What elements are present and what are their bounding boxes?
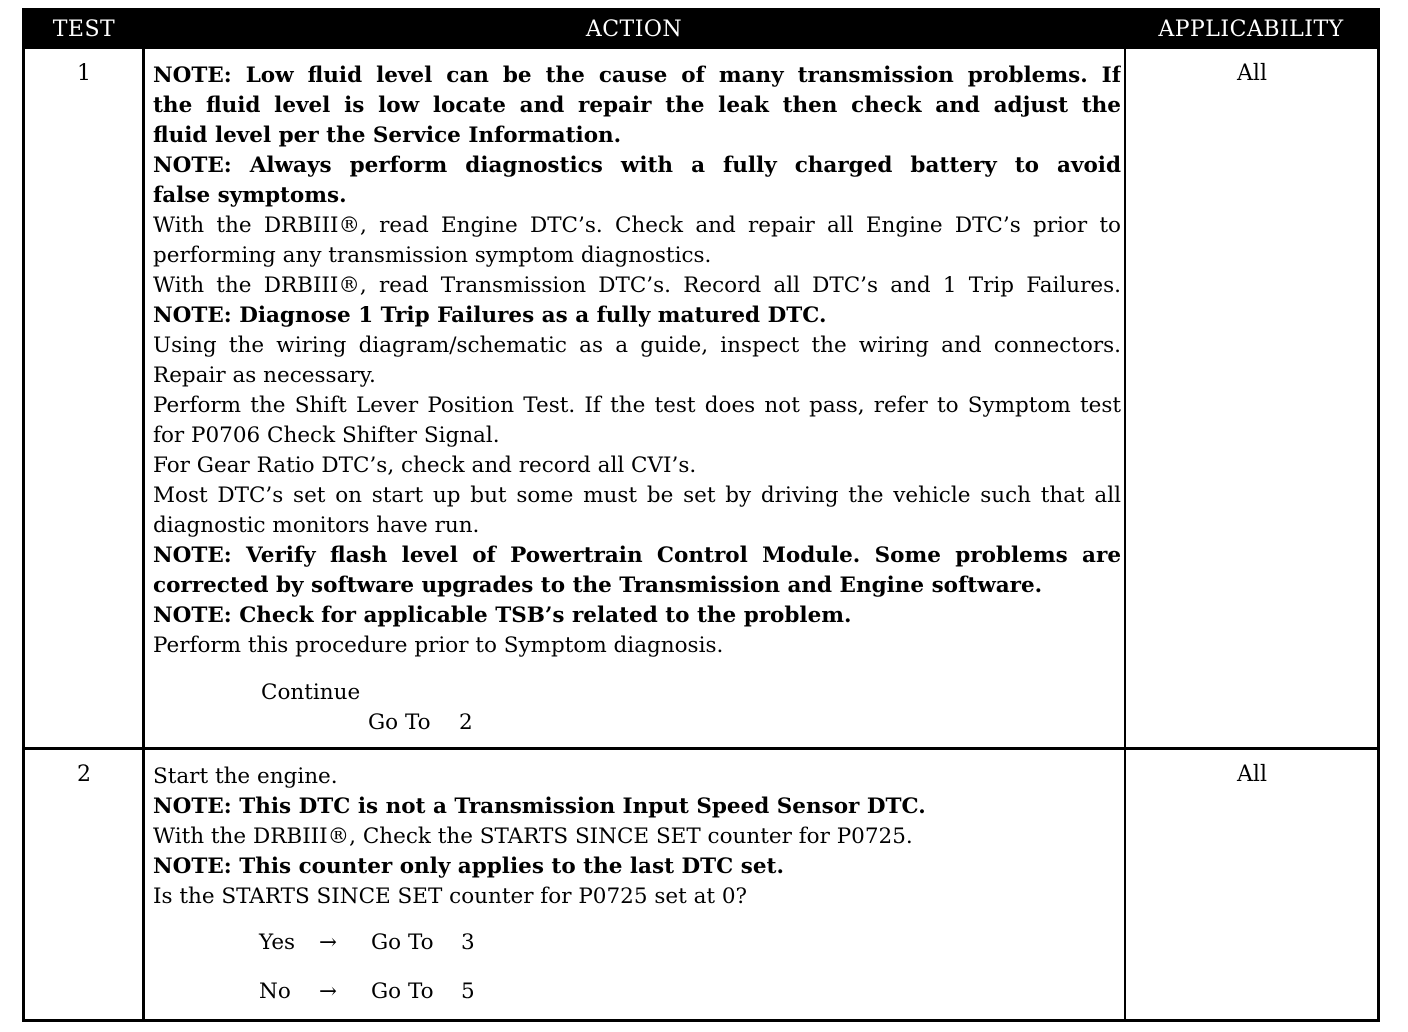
action-line: With the DRBIII®, read Engine DTC’s. Check and repair all Engine DTC’s prior to: [153, 213, 1121, 238]
action-line: Start the engine.: [153, 764, 338, 789]
choice-yes-goto-value: 3: [461, 930, 475, 955]
action-line: for P0706 Check Shifter Signal.: [153, 423, 500, 448]
action-line: diagnostic monitors have run.: [153, 513, 480, 538]
goto-label-1: Go To: [368, 710, 431, 735]
column-divider-applicability: [1124, 49, 1126, 1019]
action-line: false symptoms.: [153, 183, 347, 208]
header-action: ACTION: [585, 17, 683, 42]
action-line: For Gear Ratio DTC’s, check and record all CVI’s.: [153, 453, 697, 478]
action-line: performing any transmission symptom diagnostics.: [153, 243, 712, 268]
table-header: [25, 11, 1377, 49]
action-text-1: [153, 61, 1121, 661]
applicability-1: All: [1237, 61, 1267, 86]
action-line: NOTE: This DTC is not a Transmission Input Speed Sensor DTC.: [153, 794, 926, 819]
diagnostic-table: [22, 8, 1380, 1022]
action-line: Using the wiring diagram/schematic as a guide, inspect the wiring and connectors.: [153, 333, 1121, 358]
action-line: NOTE: Diagnose 1 Trip Failures as a fully matured DTC.: [153, 303, 827, 328]
action-line: NOTE: Always perform diagnostics with a fully charged battery to avoid: [153, 153, 1121, 178]
action-line: fluid level per the Service Information.: [153, 123, 622, 148]
action-line: With the DRBIII®, read Transmission DTC’s. Record all DTC’s and 1 Trip Failures.: [153, 273, 1121, 298]
action-line: Perform the Shift Lever Position Test. If the test does not pass, refer to Symptom test: [153, 393, 1121, 418]
action-line: NOTE: Low fluid level can be the cause of many transmission problems. If: [153, 63, 1121, 88]
test-number-2: 2: [77, 762, 91, 787]
choice-yes-goto-label: Go To: [371, 930, 434, 955]
choice-no-goto-value: 5: [461, 979, 475, 1004]
action-line: corrected by software upgrades to the Transmission and Engine software.: [153, 573, 1043, 598]
continue-label: Continue: [261, 680, 361, 705]
action-line: Repair as necessary.: [153, 363, 376, 388]
column-divider-test: [142, 49, 145, 1019]
choice-yes-arrow: →: [319, 930, 338, 955]
header-applicability: APPLICABILITY: [1158, 17, 1344, 42]
choice-no-answer: No: [259, 979, 291, 1004]
action-line: Perform this procedure prior to Symptom diagnosis.: [153, 633, 724, 658]
test-number-1: 1: [77, 61, 91, 86]
action-line: NOTE: Verify flash level of Powertrain Control Module. Some problems are: [153, 543, 1121, 568]
choice-no-arrow: →: [319, 979, 338, 1004]
applicability-2: All: [1237, 762, 1267, 787]
action-line: With the DRBIII®, Check the STARTS SINCE SET counter for P0725.: [153, 824, 913, 849]
action-line: Most DTC’s set on start up but some must be set by driving the vehicle such that all: [153, 483, 1121, 508]
action-line: NOTE: This counter only applies to the last DTC set.: [153, 854, 784, 879]
header-test: TEST: [52, 17, 116, 42]
row-divider: [25, 747, 1377, 750]
choice-yes-answer: Yes: [259, 930, 296, 955]
action-line: Is the STARTS SINCE SET counter for P0725 set at 0?: [153, 884, 748, 909]
action-line: NOTE: Check for applicable TSB’s related to the problem.: [153, 603, 852, 628]
choice-no-goto-label: Go To: [371, 979, 434, 1004]
action-line: the fluid level is low locate and repair the leak then check and adjust the: [153, 93, 1121, 118]
goto-value-1: 2: [459, 710, 473, 735]
action-text-2: [153, 762, 1121, 912]
